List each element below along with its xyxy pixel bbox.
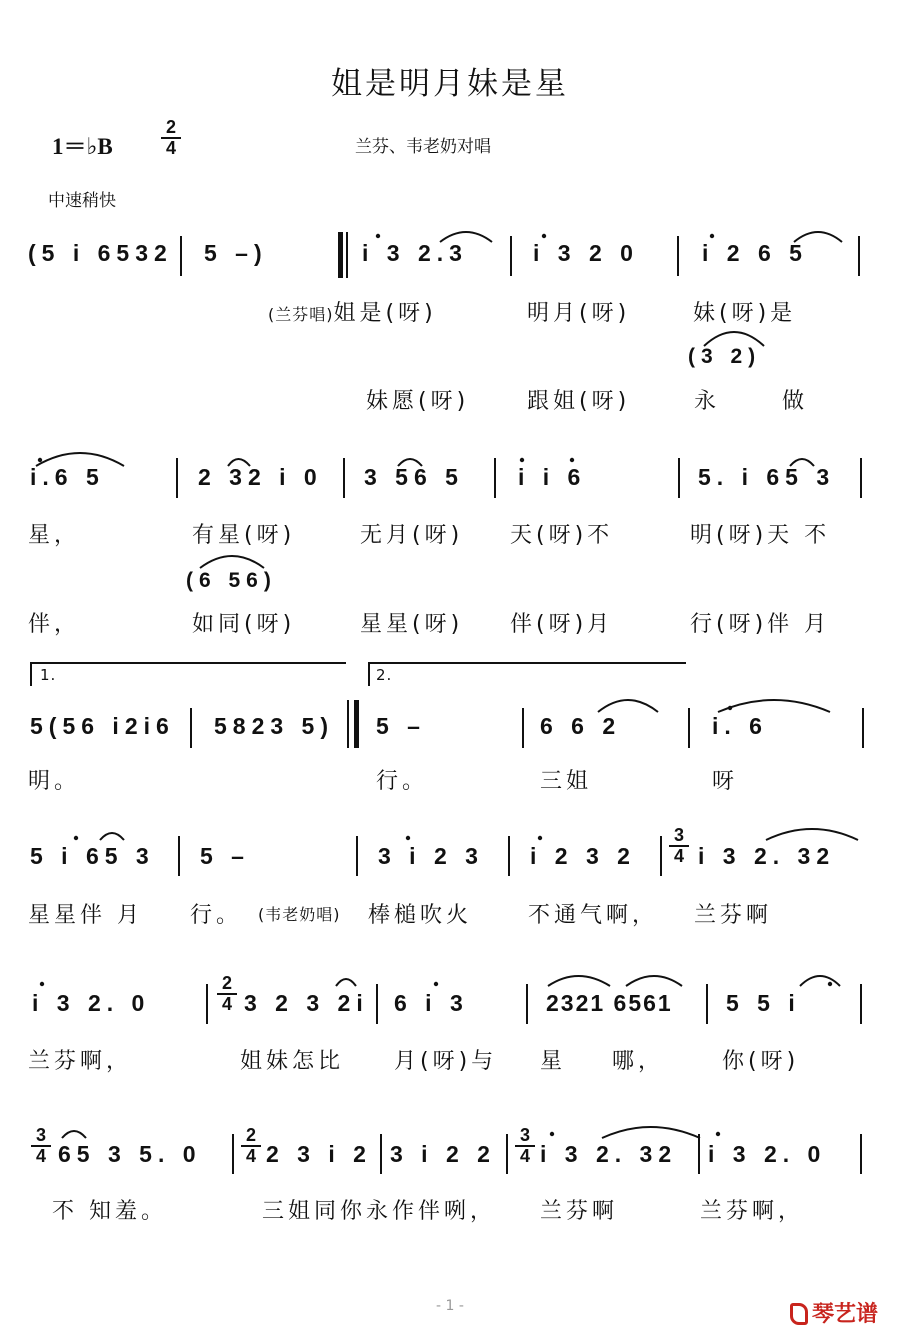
measure: i 2 6 5	[702, 240, 808, 266]
slur	[336, 979, 356, 986]
measure: 5823 5)	[214, 713, 335, 739]
lyric: 兰芬啊	[694, 903, 773, 928]
key-signature: 1＝♭B	[52, 134, 113, 159]
volta-1-label: 1.	[40, 666, 57, 684]
measure: 65 3 5. 0	[58, 1141, 202, 1167]
measure: 3 i 2 3	[378, 843, 484, 869]
time-signature-change: 2 4	[216, 974, 238, 1014]
time-signature-change: 2 4	[240, 1126, 262, 1166]
slur	[790, 459, 814, 466]
measure: 5(56 i2i6	[30, 713, 175, 739]
measure: i 3 2. 32	[698, 843, 836, 869]
slur	[766, 829, 858, 840]
brand-name: 琴艺谱	[812, 1302, 879, 1327]
lyric: 不 知羞。	[52, 1199, 167, 1224]
lyric: 跟姐(呀)	[527, 389, 631, 414]
lyric: 如同(呀)	[192, 612, 296, 637]
lyric: 兰芬啊，	[700, 1199, 805, 1224]
lyric: 月(呀)与	[394, 1049, 498, 1074]
slur	[704, 332, 764, 346]
measure: i i 6	[518, 464, 587, 490]
lyric: 妹愿(呀)	[366, 389, 470, 414]
lyric: 伴(呀)月	[510, 612, 614, 637]
lyric: 三姐	[540, 769, 593, 794]
slur	[36, 453, 124, 466]
lyric: 妹(呀)是	[693, 301, 797, 326]
slur	[398, 459, 422, 466]
measure: 5 –	[376, 713, 426, 739]
slur	[718, 700, 830, 712]
slur	[440, 232, 492, 242]
slur	[602, 1127, 700, 1138]
lyric: 不通气啊，	[528, 903, 659, 928]
lyric: 姐是(呀)	[333, 301, 437, 326]
measure: 2 3 i 2	[266, 1141, 372, 1167]
lyric: 三姐同你永作伴咧，	[262, 1199, 497, 1224]
slur	[794, 232, 842, 242]
measure: (5 i 6532	[28, 240, 173, 266]
alternate-notes: (3 2)	[688, 345, 762, 368]
lyric: 明(呀)天 不	[690, 523, 831, 548]
measure: 5 i 65 3	[30, 843, 155, 869]
performers: 兰芬、韦老奶对唱	[355, 137, 491, 157]
slur	[100, 833, 124, 840]
lyric: 有星(呀)	[192, 523, 296, 548]
slur	[200, 556, 264, 568]
slur	[626, 976, 682, 986]
time-signature-change: 3 4	[30, 1126, 52, 1166]
brand-icon	[790, 1303, 808, 1325]
lyric: 星，	[28, 523, 81, 548]
meter-top: 2	[165, 117, 176, 137]
slur	[800, 976, 840, 986]
measure: 2321 6561	[546, 990, 673, 1016]
measure: 6 6 2	[540, 713, 622, 739]
measure: i 3 2. 0	[708, 1141, 827, 1167]
lyric: 行(呀)伴 月	[690, 612, 831, 637]
slur	[598, 700, 658, 712]
song-title: 姐是明月妹是星	[331, 66, 569, 102]
page-number: - 1 -	[436, 1298, 464, 1314]
measure: i 3 2. 0	[32, 990, 151, 1016]
lyric: 星	[540, 1049, 567, 1074]
measure: 6 i 3	[394, 990, 469, 1016]
brand-logo	[790, 1297, 878, 1328]
lyric: 兰芬啊	[540, 1199, 619, 1224]
measure: 5. i 65 3	[698, 464, 836, 490]
measure: i. 6	[712, 713, 768, 739]
meter-bottom: 4	[165, 138, 176, 158]
measure: 5 –)	[204, 240, 268, 266]
lyric: 星星伴 月	[28, 903, 143, 928]
time-signature-change: 3 4	[668, 826, 690, 866]
measure: i 3 2 0	[533, 240, 639, 266]
measure: 2 32 i 0	[198, 464, 323, 490]
measure: i 3 2.3	[362, 240, 468, 266]
measure: i.6 5	[30, 464, 105, 490]
lyric: 你(呀)	[722, 1049, 800, 1074]
lyric: 天(呀)不	[510, 523, 614, 548]
lyric: 行。	[376, 769, 429, 794]
lyric: 姐妹怎比	[240, 1049, 345, 1074]
lyric: 行。	[190, 903, 243, 928]
slur	[548, 976, 610, 986]
lyric: 哪，	[612, 1049, 665, 1074]
slur	[228, 459, 250, 466]
lyric: 做	[782, 389, 809, 414]
alternate-notes: (6 56)	[186, 569, 277, 592]
lyric: 明。	[28, 769, 81, 794]
measure: i 3 2. 32	[540, 1141, 678, 1167]
measure: 5 –	[200, 843, 250, 869]
lyric: 兰芬啊，	[28, 1049, 133, 1074]
lyric: 棒槌吹火	[368, 903, 473, 928]
lyric: 星星(呀)	[360, 612, 464, 637]
volta-2-label: 2.	[376, 666, 393, 684]
lyric: 呀	[712, 769, 739, 794]
lyric: 永	[694, 389, 721, 414]
tempo-marking: 中速稍快	[48, 191, 116, 211]
lyric: 伴，	[28, 612, 81, 637]
measure: 3 56 5	[364, 464, 464, 490]
singer-label: (兰芬唱)	[268, 305, 334, 324]
time-signature-change: 3 4	[514, 1126, 536, 1166]
lyric: 明月(呀)	[527, 301, 631, 326]
singer-label: (韦老奶唱)	[258, 905, 341, 924]
measure: 5 5 i	[726, 990, 801, 1016]
measure: i 2 3 2	[530, 843, 636, 869]
measure: 3 i 2 2	[390, 1141, 496, 1167]
lyric: 无月(呀)	[360, 523, 464, 548]
measure: 3 2 3 2i	[244, 990, 369, 1016]
slur	[62, 1131, 86, 1138]
